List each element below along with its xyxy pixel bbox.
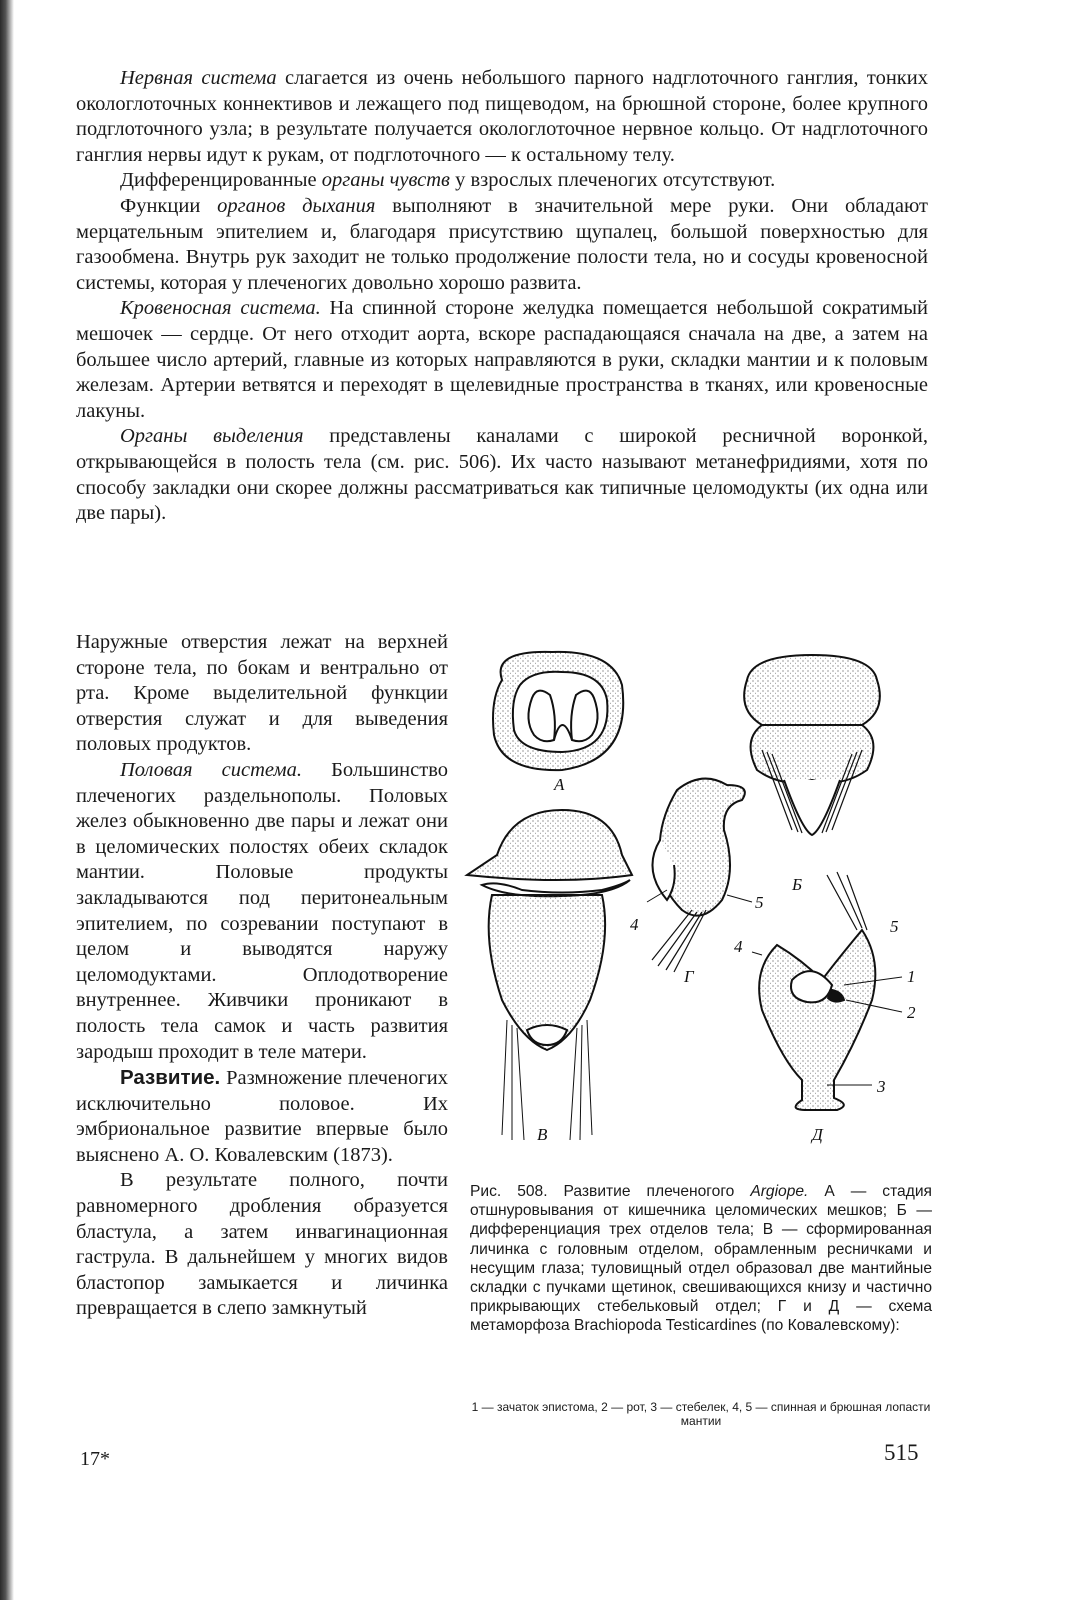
scan-shadow (0, 0, 14, 1600)
paragraph-circulatory: Кровеносная система. На спинной стороне желудка помещается небольшой сократимый мешочек — сердце. От него отходит аорта, вскоре распадающаяся сначала на две, а затем на большее число артерий, главные из которых направляются в руки, складки мантии и к половым железам. Артерии ветвятся и переходят в щелевидные пространства в тканях, или кровеносные лакуны. (76, 297, 928, 422)
stage-v-drawing (467, 810, 632, 1140)
label-d: Д (812, 1125, 823, 1144)
full-width-text (76, 66, 928, 527)
label-a: А (554, 775, 565, 794)
stage-d-drawing (759, 872, 875, 1110)
paragraph-development: Развитие. Размножение плеченогих исключительно половое. Их эмбриональное развитие впервые было выяснено А. О. Ковалевским (1873). (76, 1066, 448, 1166)
figure-legend: 1 — зачаток эпистома, 2 — рот, 3 — стебелек, 4, 5 — спинная и брюшная лопасти мантии (471, 1400, 931, 1428)
left-column-text (76, 630, 448, 1322)
label-4-d: 4 (734, 937, 743, 956)
label-5-d: 5 (890, 917, 899, 936)
label-b: Б (792, 875, 803, 894)
paragraph-sense-organs: Дифференцированные органы чувств у взрослых плеченогих отсутствуют. (120, 169, 776, 192)
stage-b-drawing (744, 655, 880, 835)
paragraph-reproductive: Половая система. Большинство плеченогих раздельнополы. Половых желез обыкновенно две пары и лежат они в целомических полостях обеих складок мантии. Половые продукты закладываются под перитонеальным эпителием, по созревании поступают в целом и выводятся наружу целомодуктами. Оплодотворение внутреннее. Живчики проникают в полость тела самок и часть развития зародыш проходит в теле матери. (76, 758, 448, 1063)
paragraph-cleavage: В результате полного, почти равномерного дробления образуется бластула, а затем инвагинационная гаструла. В дальнейшем у многих видов бластопор замыкается и личинка превращается в слепо замкнутый (76, 1169, 448, 1320)
figure-508 (462, 640, 937, 1180)
label-g: Г (684, 967, 694, 986)
label-2: 2 (907, 1003, 916, 1022)
label-5-g: 5 (755, 893, 764, 912)
figure-caption: Рис. 508. Развитие плеченогого Argiope. А — стадия отшнуровывания от кишечника целомических мешков; Б — дифференциация трех отделов тела; В — сформированная личинка с головным отделом, обрамленным ресничками и несущим глаза; туловищный отдел образовал две мантийные складки с пучками щетинок, свешивающихся книзу и частично прикрывающих стебельковый отдел; Г и Д — схема метаморфоза Brachiopoda Testicardines (по Ковалевскому): (470, 1183, 932, 1335)
signature-mark: 17* (80, 1448, 110, 1470)
paragraph-excretory: Органы выделения представлены каналами с широкой ресничной воронкой, открывающейся в полость тела (см. рис. 506). Их часто называют метанефридиями, хотя по способу закладки они скорее должны рассматриваться как типичные целомодукты (их одна или две пары). (76, 425, 928, 525)
figure-illustration (462, 640, 937, 1180)
label-v: В (537, 1125, 548, 1144)
caption-genus: Argiope. (750, 1183, 809, 1200)
label-3: 3 (877, 1077, 886, 1096)
label-1: 1 (907, 967, 916, 986)
label-4-g: 4 (630, 915, 639, 934)
stage-g-drawing (652, 779, 745, 972)
page-number: 515 (884, 1440, 919, 1465)
paragraph-respiration: Функции органов дыхания выполняют в значительной мере руки. Они обладают мерцательным эпителием и, благодаря присутствию щупалец, большой поверхностью для газообмена. Внутрь рук заходит не только продолжение полости тела, но и сосуды кровеносной системы, которая у плеченогих довольно хорошо развита. (76, 194, 928, 294)
paragraph-nervous-system: Нервная система слагается из очень небольшого парного надглоточного ганглия, тонких окологлоточных коннективов и лежащего под пищеводом, на брюшной стороне, более крупного подглоточного узла; в результате получается окологлоточное нервное кольцо. От надглоточного ганглия нервы идут к рукам, от подглоточного — к остальному телу. (76, 67, 928, 166)
stage-a-drawing (493, 652, 623, 770)
paragraph-openings: Наружные отверстия лежат на верхней стороне тела, по бокам и вентрально от рта. Кроме выделительной функции отверстия служат и для выведения половых продуктов. (76, 631, 448, 756)
